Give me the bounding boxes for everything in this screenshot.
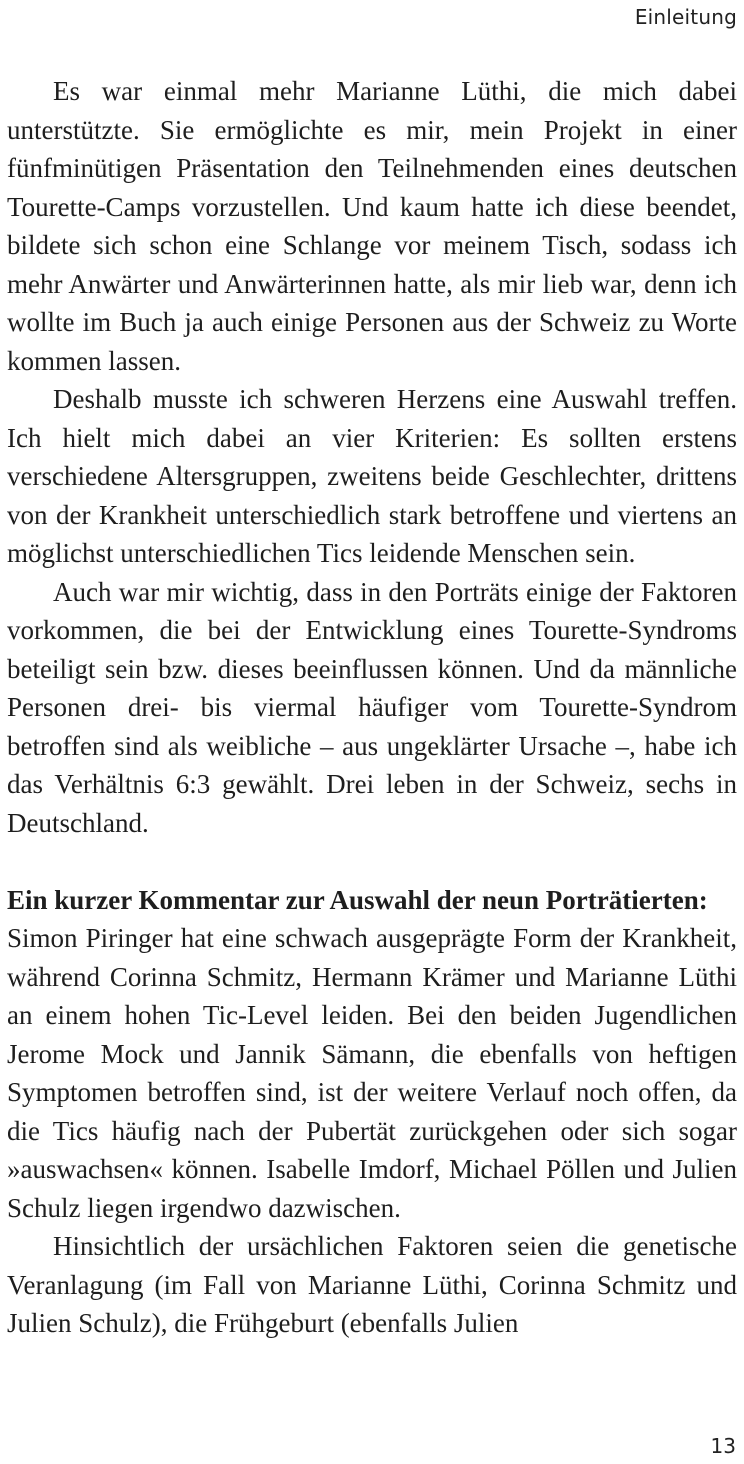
page-number: 13 [710,1434,736,1458]
section-spacer [7,842,737,881]
paragraph-1: Es war einmal mehr Marianne Lüthi, die mich dabei unterstützte. Sie ermöglichte es mir, mein Projekt in einer fünfminütigen Präsentation den Teilnehmenden eines deutschen Tourette-Camps vorzustellen. Und kaum hatte ich diese beendet, bildete sich schon eine Schlange vor meinem Tisch, sodass ich mehr Anwärter und Anwärterinnen hatte, als mir lieb war, denn ich wollte im Buch ja auch einige Personen aus der Schweiz zu Worte kommen lassen. [7,76,737,376]
paragraph-3: Auch war mir wichtig, dass in den Porträts einige der Faktoren vorkommen, die bei der Entwicklung eines Tourette-Syndroms beteiligt sein bzw. dieses beeinflussen können. Und da männliche Personen drei- bis viermal häufiger vom Tourette-Syndrom betroffen sind als weibliche – aus ungeklärter Ursache –, habe ich das Verhältnis 6:3 gewählt. Drei leben in der Schweiz, sechs in Deutschland. [7,576,737,838]
paragraph-2: Deshalb musste ich schweren Herzens eine Auswahl treffen. Ich hielt mich dabei an vier Kriterien: Es sollten erstens verschiedene Altersgruppen, zweitens beide Geschlechter, drittens von der Krankheit unterschiedlich stark betroffene und viertens an möglichst unterschiedlichen Tics leidende Menschen sein. [7,384,737,568]
section-heading: Ein kurzer Kommentar zur Auswahl der neun Porträtierten: [7,884,708,915]
section-text: Simon Piringer hat eine schwach ausgeprägte Form der Krankheit, während Corinna Schmitz, Hermann Krämer und Marianne Lüthi an einem hohen Tic-Level leiden. Bei den beiden Jugendlichen Jerome Mock und Jannik Sämann, die ebenfalls von heftigen Symptomen betroffen sind, ist der weitere Verlauf noch offen, da die Tics häufig nach der Pubertät zurückgehen oder sich sogar »auswachsen« können. Isabelle Imdorf, Michael Pöllen und Julien Schulz liegen irgendwo dazwischen. [7,923,737,1223]
running-head-title: Einleitung [634,5,737,29]
paragraph-last: Hinsichtlich der ursächlichen Faktoren seien die genetische Veranlagung (im Fall von Marianne Lüthi, Corinna Schmitz und Julien Schulz), die Frühgeburt (ebenfalls Julien [7,1231,737,1338]
body-text [7,72,737,1343]
section-paragraph [7,881,737,1228]
